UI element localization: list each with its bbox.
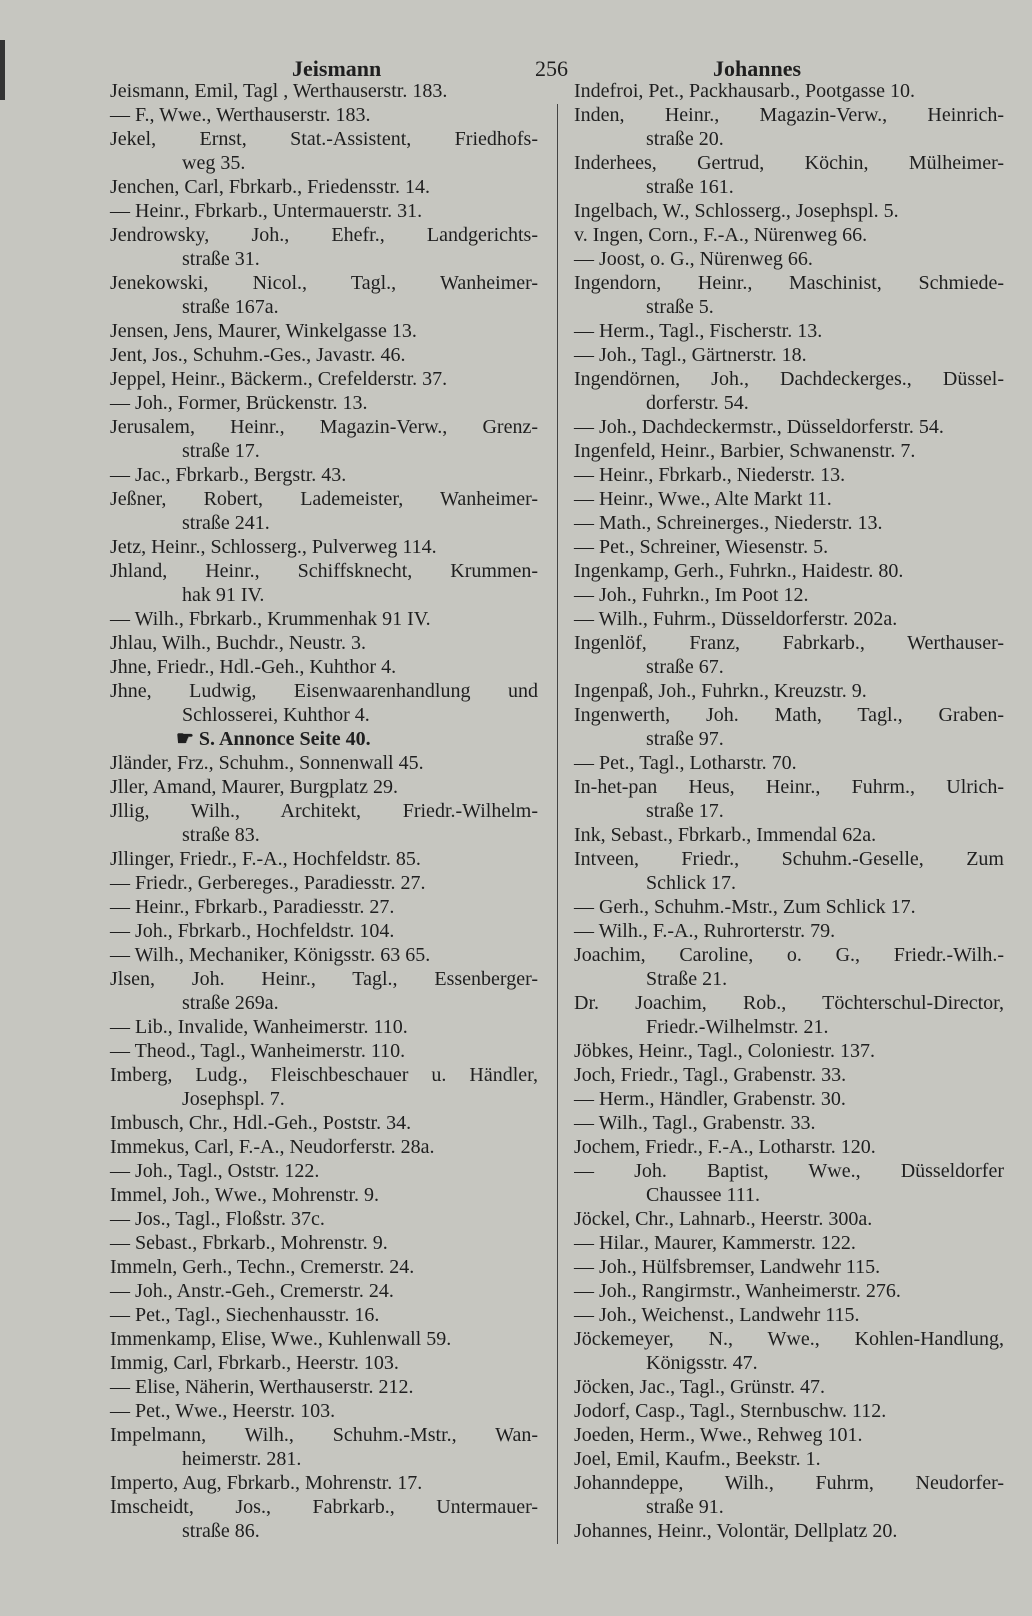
directory-entry: [110, 343, 538, 367]
directory-entry: [110, 79, 538, 103]
entry-line: Jöcken, Jac., Tagl., Grünstr. 47.: [574, 1376, 825, 1398]
directory-entry: [110, 1375, 538, 1399]
directory-entry: [574, 679, 1004, 703]
directory-entry: [574, 919, 1004, 943]
directory-entry: [574, 247, 1004, 271]
directory-entry: [110, 559, 538, 607]
directory-entry: [574, 991, 1004, 1039]
entry-continuation-line: straße 17.: [182, 440, 260, 462]
entry-line: Jöckemeyer, N., Wwe., Kohlen-Handlung,: [574, 1328, 1004, 1350]
entry-line: Joel, Emil, Kaufm., Beekstr. 1.: [574, 1448, 821, 1470]
directory-entry: [574, 1039, 1004, 1063]
directory-entry: [574, 535, 1004, 559]
directory-entry: [574, 703, 1004, 751]
entry-line: — Elise, Näherin, Werthauserstr. 212.: [110, 1376, 414, 1398]
left-column: [110, 79, 538, 1543]
entry-line: Imbusch, Chr., Hdl.-Geh., Poststr. 34.: [110, 1112, 412, 1134]
entry-continuation-line: straße 20.: [646, 128, 724, 150]
directory-entry: [574, 847, 1004, 895]
entry-line: — Friedr., Gerbereges., Paradiesstr. 27.: [110, 872, 426, 894]
entry-continuation-line: straße 83.: [182, 824, 260, 846]
entry-line: Johanndeppe, Wilh., Fuhrm, Neudorfer-: [574, 1472, 1004, 1494]
entry-continuation-line: straße 161.: [646, 176, 734, 198]
entry-line: — Heinr., Fbrkarb., Niederstr. 13.: [574, 464, 846, 486]
directory-entry: [110, 1327, 538, 1351]
entry-line: — Joh., Hülfsbremser, Landwehr 115.: [574, 1256, 881, 1278]
entry-line: Jlsen, Joh. Heinr., Tagl., Essenberger-: [110, 968, 538, 990]
directory-entry: [574, 751, 1004, 775]
entry-line: — Wilh., F.-A., Ruhrorterstr. 79.: [574, 920, 836, 942]
entry-continuation-line: Schlosserei, Kuhthor 4.: [182, 704, 370, 726]
directory-entry: [110, 391, 538, 415]
entry-line: Jendrowsky, Joh., Ehefr., Landgerichts-: [110, 224, 538, 246]
entry-line: — Wilh., Tagl., Grabenstr. 33.: [574, 1112, 816, 1134]
entry-line: — Lib., Invalide, Wanheimerstr. 110.: [110, 1016, 408, 1038]
entry-line: Immel, Joh., Wwe., Mohrenstr. 9.: [110, 1184, 380, 1206]
entry-line: Jodorf, Casp., Tagl., Sternbuschw. 112.: [574, 1400, 887, 1422]
directory-entry: [110, 463, 538, 487]
directory-entry: [110, 1207, 538, 1231]
directory-entry: [110, 1135, 538, 1159]
directory-entry: [110, 1183, 538, 1207]
directory-entry: [110, 415, 538, 463]
directory-entry: [110, 535, 538, 559]
entry-line: Impelmann, Wilh., Schuhm.-Mstr., Wan-: [110, 1424, 538, 1446]
directory-entry: [110, 895, 538, 919]
entry-line: Jenekowski, Nicol., Tagl., Wanheimer-: [110, 272, 538, 294]
directory-entry: [110, 1423, 538, 1471]
entry-line: Jeppel, Heinr., Bäckerm., Crefelderstr. 37.: [110, 368, 448, 390]
directory-entry: [574, 1231, 1004, 1255]
entry-continuation-line: Chaussee 111.: [646, 1184, 761, 1206]
entry-line: — Joh. Baptist, Wwe., Düsseldorfer: [574, 1160, 1004, 1182]
directory-entry: [110, 631, 538, 655]
entry-line: Jent, Jos., Schuhm.-Ges., Javastr. 46.: [110, 344, 406, 366]
entry-line: Immeln, Gerh., Techn., Cremerstr. 24.: [110, 1256, 415, 1278]
entry-line: Ingendörnen, Joh., Dachdeckerges., Düssel-: [574, 368, 1004, 390]
entry-line: Jetz, Heinr., Schlosserg., Pulverweg 114.: [110, 536, 437, 558]
entry-line: — Hilar., Maurer, Kammerstr. 122.: [574, 1232, 856, 1254]
directory-entry: [574, 775, 1004, 823]
entry-line: — Joh., Fuhrkn., Im Poot 12.: [574, 584, 809, 606]
directory-entry: [574, 823, 1004, 847]
entry-line: Immekus, Carl, F.-A., Neudorferstr. 28a.: [110, 1136, 435, 1158]
entry-continuation-line: straße 97.: [646, 728, 724, 750]
entry-continuation-line: Schlick 17.: [646, 872, 736, 894]
directory-entry: [110, 1063, 538, 1111]
entry-line: — Wilh., Mechaniker, Königsstr. 63 65.: [110, 944, 431, 966]
directory-entry: [110, 319, 538, 343]
entry-line: Jochem, Friedr., F.-A., Lotharstr. 120.: [574, 1136, 876, 1158]
directory-entry: [110, 1279, 538, 1303]
directory-entry: [574, 1111, 1004, 1135]
entry-line: Jöckel, Chr., Lahnarb., Heerstr. 300a.: [574, 1208, 873, 1230]
directory-entry: [110, 103, 538, 127]
entry-continuation-line: straße 5.: [646, 296, 714, 318]
entry-line: — Joh., Tagl., Gärtnerstr. 18.: [574, 344, 807, 366]
entry-line: — Wilh., Fbrkarb., Krummenhak 91 IV.: [110, 608, 431, 630]
entry-continuation-line: Friedr.-Wilhelmstr. 21.: [646, 1016, 829, 1038]
entry-line: — Joh., Fbrkarb., Hochfeldstr. 104.: [110, 920, 395, 942]
entry-line: Imscheidt, Jos., Fabrkarb., Untermauer-: [110, 1496, 538, 1518]
directory-entry: [574, 607, 1004, 631]
entry-line: — Herm., Händler, Grabenstr. 30.: [574, 1088, 846, 1110]
entry-continuation-line: straße 31.: [182, 248, 260, 270]
directory-entry: [110, 175, 538, 199]
entry-line: Jöbkes, Heinr., Tagl., Coloniestr. 137.: [574, 1040, 875, 1062]
entry-line: In-het-pan Heus, Heinr., Fuhrm., Ulrich-: [574, 776, 1004, 798]
entry-line: — Jos., Tagl., Floßstr. 37c.: [110, 1208, 325, 1230]
entry-line: — Sebast., Fbrkarb., Mohrenstr. 9.: [110, 1232, 388, 1254]
directory-entry: [574, 1327, 1004, 1375]
directory-entry: [574, 1159, 1004, 1207]
entry-line: — Math., Schreinerges., Niederstr. 13.: [574, 512, 883, 534]
directory-entry: [574, 1255, 1004, 1279]
entry-continuation-line: straße 269a.: [182, 992, 279, 1014]
directory-entry: [110, 679, 538, 727]
entry-line: Joeden, Herm., Wwe., Rehweg 101.: [574, 1424, 863, 1446]
entry-line: Dr. Joachim, Rob., Töchterschul-Director,: [574, 992, 1004, 1014]
entry-line: — Heinr., Wwe., Alte Markt 11.: [574, 488, 832, 510]
entry-line: Jhne, Friedr., Hdl.-Geh., Kuhthor 4.: [110, 656, 397, 678]
entry-line: — Joost, o. G., Nürenweg 66.: [574, 248, 813, 270]
directory-entry: [110, 1399, 538, 1423]
entry-line: Ingendorn, Heinr., Maschinist, Schmiede-: [574, 272, 1004, 294]
directory-entry: [574, 1423, 1004, 1447]
page-edge-mark: [0, 40, 5, 100]
directory-entry: [574, 631, 1004, 679]
entry-line: — Joh., Weichenst., Landwehr 115.: [574, 1304, 860, 1326]
directory-entry: [574, 151, 1004, 199]
entry-line: — Pet., Wwe., Heerstr. 103.: [110, 1400, 336, 1422]
entry-line: Ingenpaß, Joh., Fuhrkn., Kreuzstr. 9.: [574, 680, 867, 702]
entry-line: — Joh., Dachdeckermstr., Düsseldorferstr. 54.: [574, 416, 944, 438]
entry-line: — Joh., Rangirmstr., Wanheimerstr. 276.: [574, 1280, 901, 1302]
directory-entry: [574, 439, 1004, 463]
entry-line: — Wilh., Fuhrm., Düsseldorferstr. 202a.: [574, 608, 898, 630]
entry-line: Jländer, Frz., Schuhm., Sonnenwall 45.: [110, 752, 424, 774]
directory-entry: [574, 1375, 1004, 1399]
directory-entry: [574, 319, 1004, 343]
entry-line: Imperto, Aug, Fbrkarb., Mohrenstr. 17.: [110, 1472, 423, 1494]
entry-line: Jekel, Ernst, Stat.-Assistent, Friedhofs-: [110, 128, 538, 150]
directory-entry: [110, 871, 538, 895]
directory-entry: [574, 415, 1004, 439]
entry-continuation-line: weg 35.: [182, 152, 246, 174]
directory-entry: [110, 1015, 538, 1039]
directory-entry: [110, 655, 538, 679]
directory-entry: [574, 1279, 1004, 1303]
directory-entry: [574, 463, 1004, 487]
directory-entry: [574, 103, 1004, 151]
column-divider: [557, 104, 558, 1544]
directory-entry: [574, 271, 1004, 319]
directory-entry: [110, 943, 538, 967]
entry-line: — Theod., Tagl., Wanheimerstr. 110.: [110, 1040, 406, 1062]
directory-entry: [574, 487, 1004, 511]
right-column: [574, 79, 1004, 1543]
directory-entry: [574, 895, 1004, 919]
running-head-left: Jeismann: [292, 56, 382, 81]
directory-entry: [110, 799, 538, 847]
directory-entry: [110, 1255, 538, 1279]
entry-continuation-line: dorferstr. 54.: [646, 392, 749, 414]
entry-line: Intveen, Friedr., Schuhm.-Geselle, Zum: [574, 848, 1004, 870]
directory-entry: [110, 919, 538, 943]
entry-line: v. Ingen, Corn., F.-A., Nürenweg 66.: [574, 224, 868, 246]
entry-continuation-line: Josephspl. 7.: [182, 1088, 285, 1110]
entry-line: Jhlau, Wilh., Buchdr., Neustr. 3.: [110, 632, 367, 654]
entry-line: Ingenwerth, Joh. Math, Tagl., Graben-: [574, 704, 1004, 726]
directory-entry: [574, 583, 1004, 607]
directory-entry: [110, 847, 538, 871]
entry-line: Jllinger, Friedr., F.-A., Hochfeldstr. 85.: [110, 848, 421, 870]
entry-line: — Heinr., Fbrkarb., Untermauerstr. 31.: [110, 200, 423, 222]
entry-continuation-line: heimerstr. 281.: [182, 1448, 302, 1470]
entry-continuation-line: straße 17.: [646, 800, 724, 822]
entry-line: Ingenfeld, Heinr., Barbier, Schwanenstr. 7.: [574, 440, 916, 462]
entry-line: Imberg, Ludg., Fleischbeschauer u. Händler,: [110, 1064, 538, 1086]
directory-entry: [574, 1063, 1004, 1087]
entry-line: Immig, Carl, Fbrkarb., Heerstr. 103.: [110, 1352, 399, 1374]
entry-continuation-line: straße 167a.: [182, 296, 279, 318]
directory-entry: [110, 1303, 538, 1327]
directory-entry: [574, 79, 1004, 103]
entry-line: Ingelbach, W., Schlosserg., Josephspl. 5.: [574, 200, 899, 222]
entry-line: — Jac., Fbrkarb., Bergstr. 43.: [110, 464, 347, 486]
entry-line: Immenkamp, Elise, Wwe., Kuhlenwall 59.: [110, 1328, 452, 1350]
entry-line: Ingenkamp, Gerh., Fuhrkn., Haidestr. 80.: [574, 560, 904, 582]
entry-line: — Herm., Tagl., Fischerstr. 13.: [574, 320, 823, 342]
directory-entry: [110, 487, 538, 535]
entry-line: Jensen, Jens, Maurer, Winkelgasse 13.: [110, 320, 417, 342]
directory-entry: [110, 1495, 538, 1543]
entry-line: Jhne, Ludwig, Eisenwaarenhandlung und: [110, 680, 538, 702]
directory-entry: [110, 1471, 538, 1495]
advertisement-note: [110, 727, 538, 751]
directory-entry: [110, 1039, 538, 1063]
directory-entry: [110, 967, 538, 1015]
entry-line: — Heinr., Fbrkarb., Paradiesstr. 27.: [110, 896, 395, 918]
directory-entry: [574, 511, 1004, 535]
directory-entry: [110, 271, 538, 319]
directory-entry: [110, 1351, 538, 1375]
entry-line: Joch, Friedr., Tagl., Grabenstr. 33.: [574, 1064, 847, 1086]
entry-line: Inden, Heinr., Magazin-Verw., Heinrich-: [574, 104, 1004, 126]
entry-continuation-line: straße 241.: [182, 512, 270, 534]
entry-line: Jeßner, Robert, Lademeister, Wanheimer-: [110, 488, 538, 510]
entry-line: Johannes, Heinr., Volontär, Dellplatz 20.: [574, 1520, 898, 1542]
entry-line: — Joh., Anstr.-Geh., Cremerstr. 24.: [110, 1280, 394, 1302]
entry-line: Jllig, Wilh., Architekt, Friedr.-Wilhelm-: [110, 800, 538, 822]
directory-entry: [110, 775, 538, 799]
directory-entry: [110, 1111, 538, 1135]
entry-continuation-line: straße 91.: [646, 1496, 724, 1518]
directory-entry: [574, 1087, 1004, 1111]
directory-entry: [110, 199, 538, 223]
directory-entry: [110, 367, 538, 391]
directory-entry: [574, 343, 1004, 367]
directory-entry: [574, 943, 1004, 991]
entry-line: — Gerh., Schuhm.-Mstr., Zum Schlick 17.: [574, 896, 916, 918]
entry-continuation-line: straße 86.: [182, 1520, 260, 1542]
entry-line: Jller, Amand, Maurer, Burgplatz 29.: [110, 776, 398, 798]
entry-continuation-line: Straße 21.: [646, 968, 728, 990]
directory-entry: [110, 127, 538, 175]
directory-entry: [574, 1135, 1004, 1159]
directory-entry: [574, 1519, 1004, 1543]
directory-entry: [574, 1471, 1004, 1519]
entry-line: Jeismann, Emil, Tagl , Werthauserstr. 183.: [110, 80, 448, 102]
directory-entry: [574, 1207, 1004, 1231]
entry-line: Inderhees, Gertrud, Köchin, Mülheimer-: [574, 152, 1004, 174]
entry-line: Jhland, Heinr., Schiffsknecht, Krummen-: [110, 560, 538, 582]
entry-line: Joachim, Caroline, o. G., Friedr.-Wilh.-: [574, 944, 1004, 966]
entry-line: — F., Wwe., Werthauserstr. 183.: [110, 104, 371, 126]
directory-entry: [574, 1399, 1004, 1423]
directory-entry: [574, 367, 1004, 415]
directory-entry: [574, 1303, 1004, 1327]
entry-line: — Pet., Schreiner, Wiesenstr. 5.: [574, 536, 829, 558]
entry-line: Jerusalem, Heinr., Magazin-Verw., Grenz-: [110, 416, 538, 438]
directory-entry: [574, 199, 1004, 223]
directory-entry: [574, 559, 1004, 583]
directory-entry: [574, 223, 1004, 247]
entry-continuation-line: Königsstr. 47.: [646, 1352, 758, 1374]
entry-continuation-line: hak 91 IV.: [182, 584, 265, 606]
entry-line: Jenchen, Carl, Fbrkarb., Friedensstr. 14.: [110, 176, 430, 198]
directory-entry: [110, 751, 538, 775]
entry-line: Ink, Sebast., Fbrkarb., Immendal 62a.: [574, 824, 877, 846]
entry-line: ☛ S. Annonce Seite 40.: [176, 728, 371, 750]
directory-entry: [110, 1159, 538, 1183]
directory-entry: [110, 607, 538, 631]
entry-line: — Joh., Tagl., Oststr. 122.: [110, 1160, 320, 1182]
entry-line: Indefroi, Pet., Packhausarb., Pootgasse 10.: [574, 80, 916, 102]
entry-line: — Pet., Tagl., Lotharstr. 70.: [574, 752, 797, 774]
entry-line: Ingenlöf, Franz, Fabrkarb., Werthauser-: [574, 632, 1004, 654]
entry-line: — Pet., Tagl., Siechenhausstr. 16.: [110, 1304, 380, 1326]
directory-entry: [574, 1447, 1004, 1471]
entry-line: — Joh., Former, Brückenstr. 13.: [110, 392, 368, 414]
directory-entry: [110, 1231, 538, 1255]
page-number: 256: [535, 56, 568, 81]
running-head-right: Johannes: [713, 56, 802, 81]
entry-continuation-line: straße 67.: [646, 656, 724, 678]
directory-entry: [110, 223, 538, 271]
